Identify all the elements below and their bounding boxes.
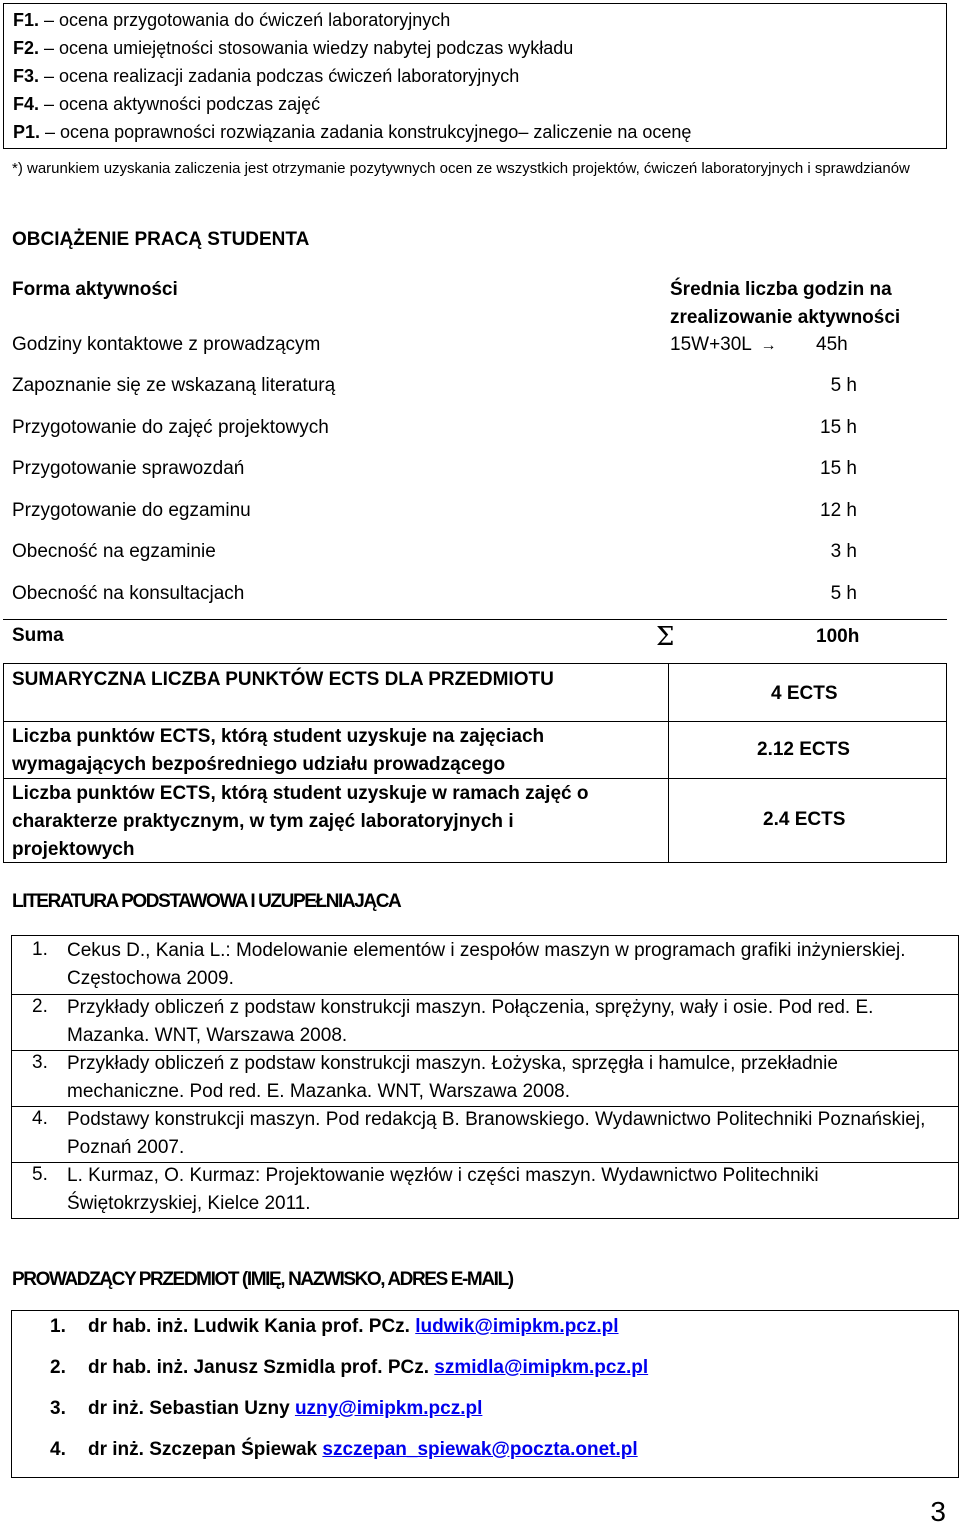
ects-practical-label: Liczba punktów ECTS, którą student uzyskuje w ramach zajęć o charakterze praktycznym, w tym zajęć laboratoryjnych i projektowych: [12, 783, 589, 860]
workload-row-value: 5 h: [830, 583, 857, 604]
ects-left-border: [3, 663, 4, 863]
workload-header-left: Forma aktywności: [12, 279, 178, 300]
workload-row-label: Przygotowanie do zajęć projektowych: [12, 417, 329, 438]
literature-list: [11, 935, 959, 1219]
form-item: F3. – ocena realizacji zadania podczas ćwiczeń laboratoryjnych: [13, 66, 520, 86]
workload-row-label: Obecność na egzaminie: [12, 541, 216, 562]
ects-right-border: [946, 663, 947, 863]
workload-row-value: 3 h: [830, 541, 857, 562]
literature-item: Podstawy konstrukcji maszyn. Pod redakcją B. Branowskiego. Wydawnictwo Politechniki Poznańskiej, Poznań 2007.: [67, 1109, 926, 1158]
sum-label: Suma: [12, 625, 64, 646]
workload-title: OBCIĄŻENIE PRACĄ STUDENTA: [12, 229, 310, 250]
literature-number: 4.: [32, 1108, 48, 1129]
form-item: F1. – ocena przygotowania do ćwiczeń laboratoryjnych: [13, 10, 451, 30]
workload-header-right: Średnia liczba godzin na zrealizowanie aktywności: [670, 279, 901, 328]
workload-row-value: 12 h: [820, 500, 857, 521]
instructor-email-link[interactable]: uzny@imipkm.pcz.pl: [294, 1398, 483, 1419]
contact-hours-value: 45h: [816, 334, 848, 355]
literature-number: 3.: [32, 1052, 48, 1073]
instructor-item: [50, 1439, 638, 1461]
instructors-title: PROWADZĄCY PRZEDMIOT (IMIĘ, NAZWISKO, ADRES E-MAIL): [12, 1269, 513, 1290]
instructors-list: [11, 1310, 959, 1478]
passing-condition-note: *) warunkiem uzyskania zaliczenia jest otrzymanie pozytywnych ocen ze wszystkich projektów, ćwiczeń laboratoryjnych i sprawdzianów: [12, 160, 910, 177]
ects-practical-value: 2.4 ECTS: [763, 809, 846, 830]
literature-item: Cekus D., Kania L.: Modelowanie elementów i zespołów maszyn w programach grafiki inżynierskiej. Częstochowa 2009.: [67, 940, 906, 989]
instructor-email-link[interactable]: szmidla@imipkm.pcz.pl: [434, 1357, 649, 1378]
ects-contact-label: Liczba punktów ECTS, którą student uzyskuje na zajęciach wymagających bezpośredniego udziału prowadzącego: [12, 726, 545, 775]
literature-item: Przykłady obliczeń z podstaw konstrukcji maszyn. Połączenia, sprężyny, wały i osie. Pod red. E. Mazanka. WNT, Warszawa 2008.: [67, 997, 874, 1046]
workload-row-label: Przygotowanie sprawozdań: [12, 458, 245, 479]
literature-number: 2.: [32, 996, 48, 1017]
ects-total-value: 4 ECTS: [771, 683, 838, 704]
form-item: F2. – ocena umiejętności stosowania wiedzy nabytej podczas wykładu: [13, 38, 574, 58]
literature-item: Przykłady obliczeń z podstaw konstrukcji maszyn. Łożyska, sprzęgła i hamulce, przekładnie mechaniczne. Pod red. E. Mazanka. WNT, Warszawa 2008.: [67, 1053, 838, 1102]
instructor-item: [50, 1316, 619, 1338]
instructor-number: 4.: [50, 1439, 66, 1460]
workload-row-label: Przygotowanie do egzaminu: [12, 500, 251, 521]
literature-number: 1.: [32, 939, 48, 960]
form-item: P1. – ocena poprawności rozwiązania zadania konstrukcyjnego– zaliczenie na ocenę: [13, 122, 692, 142]
ects-row-border: [3, 778, 947, 779]
workload-row-label: Zapoznanie się ze wskazaną literaturą: [12, 375, 336, 396]
sum-bottom-border: [3, 663, 947, 664]
literature-item: L. Kurmaz, O. Kurmaz: Projektowanie węzłów i części maszyn. Wydawnictwo Politechniki Świętokrzyskiej, Kielce 2011.: [67, 1165, 819, 1214]
instructor-item: [50, 1357, 648, 1379]
sum-top-border: [3, 619, 947, 620]
arrow-right-icon: →: [760, 337, 777, 354]
form-item: F4. – ocena aktywności podczas zajęć: [13, 94, 321, 114]
instructor-name: dr hab. inż. Janusz Szmidla prof. PCz.: [88, 1357, 429, 1378]
ects-total-label: SUMARYCZNA LICZBA PUNKTÓW ECTS DLA PRZEDMIOTU: [12, 669, 554, 690]
instructor-name: dr inż. Szczepan Śpiewak: [88, 1439, 318, 1460]
instructor-number: 3.: [50, 1398, 66, 1419]
workload-row-value: 5 h: [830, 375, 857, 396]
literature-number: 5.: [32, 1164, 48, 1185]
ects-bottom-border: [3, 862, 947, 863]
workload-row-label: Obecność na konsultacjach: [12, 583, 245, 604]
sum-value: 100h: [816, 626, 860, 647]
instructor-name: dr hab. inż. Ludwik Kania prof. PCz.: [88, 1316, 410, 1337]
contact-hours-formula: 15W+30L →: [670, 334, 777, 355]
literature-title: LITERATURA PODSTAWOWA I UZUPEŁNIAJĄCA: [12, 891, 401, 912]
contact-hours-label: Godziny kontaktowe z prowadzącym: [12, 334, 321, 355]
ects-divider: [668, 663, 669, 863]
sum-symbol-icon: Σ: [656, 622, 675, 652]
instructor-name: dr inż. Sebastian Uzny: [88, 1398, 290, 1419]
workload-row-value: 15 h: [820, 417, 857, 438]
workload-row-value: 15 h: [820, 458, 857, 479]
instructor-number: 2.: [50, 1357, 66, 1378]
assessment-forms-box: [3, 3, 947, 149]
instructor-item: [50, 1398, 482, 1420]
ects-row-border: [3, 721, 947, 722]
ects-contact-value: 2.12 ECTS: [757, 739, 850, 760]
instructor-email-link[interactable]: ludwik@imipkm.pcz.pl: [415, 1316, 619, 1337]
instructor-number: 1.: [50, 1316, 66, 1337]
page-number: 3: [930, 1496, 946, 1527]
instructor-email-link[interactable]: szczepan_spiewak@poczta.onet.pl: [322, 1439, 638, 1460]
